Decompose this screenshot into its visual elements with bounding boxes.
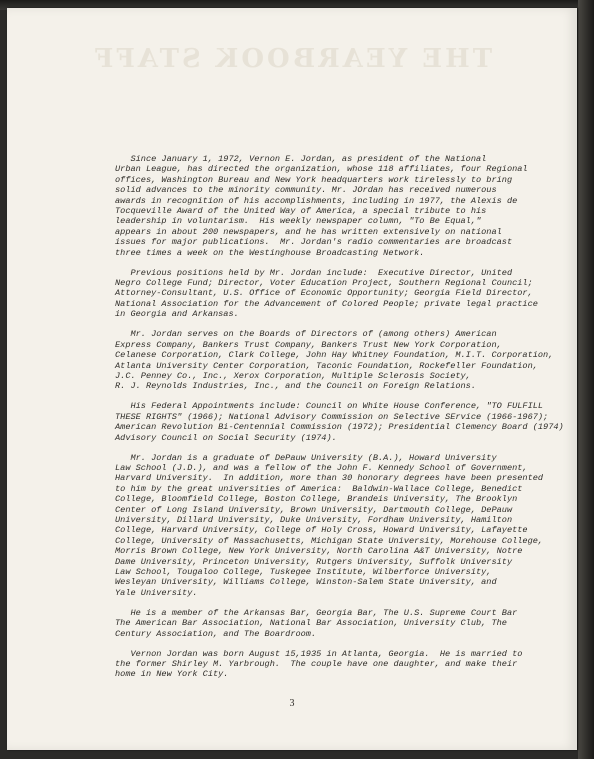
paragraph-personal: Vernon Jordan was born August 15,1935 in Atlanta, Georgia. He is married to the former Shirley M. Yarbrough. The couple have one daughter, and make their home in New York City. — [115, 648, 523, 680]
paragraph-intro: Since January 1, 1972, Vernon E. Jordan, as president of the National Urban League, has directed the organization, whose 118 affiliates, four Regional offices, Washington Bureau and New York headquarters work tirelessly to bring solid advances to the minority community. Mr. JOrdan has received numerous awards in recognition of his accomplishments, including in 1977, the Alexis de Tocqueville Award of the United Way of America, a special tribute to his leadership in voluntarism. His weekly newspaper column, "To Be Equal," appears in about 200 newspapers, and he has written extensively on national issues for major publications. Mr. Jordan's radio commentaries are broadcast three times a week on the Westinghouse Broadcasting Network. — [115, 154, 528, 258]
page-number: 3 — [289, 698, 295, 709]
document-page — [7, 8, 577, 750]
paragraph-previous-positions: Previous positions held by Mr. Jordan include: Executive Director, United Negro College Fund; Director, Voter Education Project, Southern Regional Council; Attorney-Consultant, U.S. Office of Economic Opportunity; Georgia Field Director, National Association for the Advancement of Colored People; private legal practice in Georgia and Arkansas. — [115, 267, 538, 320]
binding-edge-right — [578, 0, 594, 759]
biography-text — [115, 154, 564, 689]
paragraph-boards: Mr. Jordan serves on the Boards of Directors of (among others) American Express Company, Bankers Trust Company, Bankers Trust New York Corporation, Celanese Corporation, Clark College, John Hay Whitney Foundation, M.I.T. Corporation, Atlanta University Center Corporation, Taconic Foundation, Rockefeller Foundation, J.C. Penney Co., Inc., Xerox Corporation, Multiple Sclerosis Society, R. J. Reynolds Industries, Inc., and the Council on Foreign Relations. — [115, 329, 554, 392]
paragraph-memberships: He is a member of the Arkansas Bar, Georgia Bar, The U.S. Supreme Court Bar The American Bar Association, National Bar Association, University Club, The Century Association, and The Boardroom. — [115, 607, 518, 639]
bleed-through-heading: THE YEARBOOK STAFF — [91, 44, 493, 74]
paragraph-federal-appointments: His Federal Appointments include: Council on White House Conference, "TO FULFILL THESE RIGHTS" (1966); National Advisory Commission on Selective SErvice (1966-1967); American Revolution Bi-Centennial Commission (1972); Presidential Clemency Board (1974) Advisory Council on Social Security (1974). — [115, 401, 564, 443]
paragraph-education: Mr. Jordan is a graduate of DePauw University (B.A.), Howard University Law School (J.D.), and was a fellow of the John F. Kennedy School of Government, Harvard University. In addition, more than 30 honorary degrees have been presented to him by the great universities of America: Baldwin-Wallace College, Benedict College, Bloomfield College, Boston College, Brandeis University, The Brooklyn Center of Long Island University, Brown University, Dartmouth College, DePauw University, Dillard University, Duke University, Fordham University, Hamilton College, Harvard University, College of Holy Cross, Howard University, Lafayette College, University of Massachusetts, Michigan State University, Morehouse College, Morris Brown College, New York University, North Carolina A&T University, Notre Dame University, Princeton University, Rutgers University, Suffolk University Law School, Tougaloo College, Tuskegee Institute, Wilberforce University, Wesleyan University, Williams College, Winston-Salem State University, and Yale University. — [115, 452, 544, 598]
